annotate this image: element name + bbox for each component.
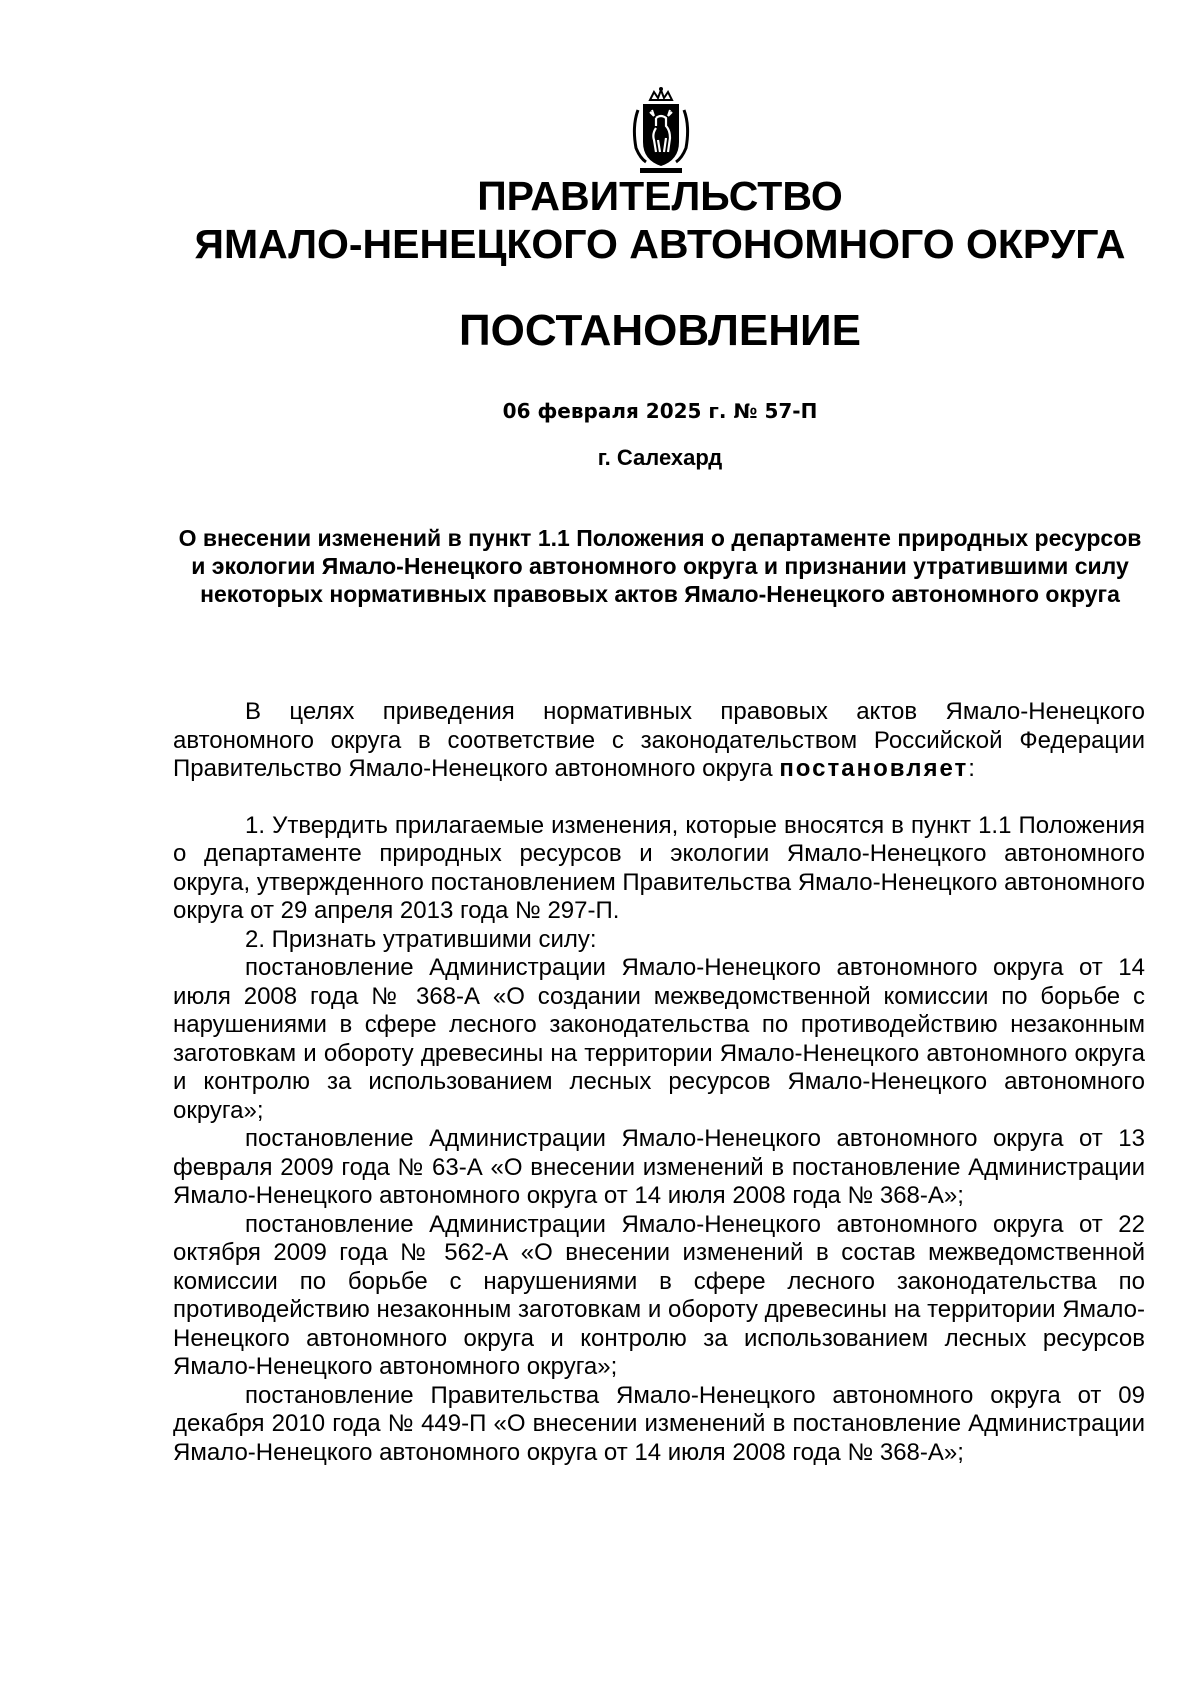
document-date-number: 06 февраля 2025 г. № 57-П bbox=[502, 399, 818, 423]
body-paragraph: постановление Администрации Ямало-Ненецкого автономного округа от 13 февраля 2009 года № 63-А «О внесении изменений в постановление Администрации Ямало-Ненецкого автономного округа от 14 июля 2008 года № 368-А»; bbox=[173, 1125, 1145, 1209]
document-subject: О внесении изменений в пункт 1.1 Положения о департаменте природных ресурсов и экологии Ямало-Ненецкого автономного округа и признании утратившими силу некоторых нормативных правовых актов Ямало-Ненецкого автономного округа bbox=[178, 525, 1142, 607]
document-city: г. Салехард bbox=[597, 445, 723, 470]
government-title: ПРАВИТЕЛЬСТВО bbox=[477, 173, 843, 219]
body-paragraph: 2. Признать утратившими силу: bbox=[245, 925, 597, 953]
preamble-paragraph bbox=[173, 698, 1145, 784]
preamble-text: В целях приведения нормативных правовых актов Ямало-Ненецкого автономного округа в соответствие с законодательством Российской Федерации Правительство Ямало-Ненецкого автономного округа bbox=[173, 698, 1145, 782]
government-region-title: ЯМАЛО-НЕНЕЦКОГО АВТОНОМНОГО ОКРУГА bbox=[194, 221, 1126, 267]
body-paragraph: постановление Администрации Ямало-Ненецкого автономного округа от 14 июля 2008 года № 368-А «О создании межведомственной комиссии по борьбе с нарушениями в сфере лесного законодательства по противодействию незаконным заготовкам и обороту древесины на территории Ямало-Ненецкого автономного округа и контролю за использованием лесных ресурсов Ямало-Ненецкого автономного округа»; bbox=[173, 954, 1145, 1124]
body-paragraph: постановление Администрации Ямало-Ненецкого автономного округа от 22 октября 2009 года № 562-А «О внесении изменений в состав межведомственной комиссии по борьбе с нарушениями в сфере лесного законодательства по противодействию незаконным заготовкам и обороту древесины на территории Ямало-Ненецкого автономного округа и контролю за использованием лесных ресурсов Ямало-Ненецкого автономного округа»; bbox=[173, 1210, 1145, 1380]
body-paragraph: постановление Правительства Ямало-Ненецкого автономного округа от 09 декабря 2010 года № 449-П «О внесении изменений в постановление Администрации Ямало-Ненецкого автономного округа от 14 июля 2008 года № 368-А»; bbox=[173, 1381, 1145, 1466]
document-type: ПОСТАНОВЛЕНИЕ bbox=[458, 306, 862, 355]
body-paragraph: 1. Утвердить прилагаемые изменения, которые вносятся в пункт 1.1 Положения о департаменте природных ресурсов и экологии Ямало-Ненецкого автономного округа, утвержденного постановлением Правительства Ямало-Ненецкого автономного округа от 29 апреля 2013 года № 297-П. bbox=[173, 811, 1145, 924]
preamble-end: : bbox=[968, 755, 975, 782]
document-body bbox=[173, 698, 1145, 1467]
decision-word: постановляет bbox=[779, 755, 969, 782]
coat-of-arms-icon bbox=[630, 86, 692, 176]
